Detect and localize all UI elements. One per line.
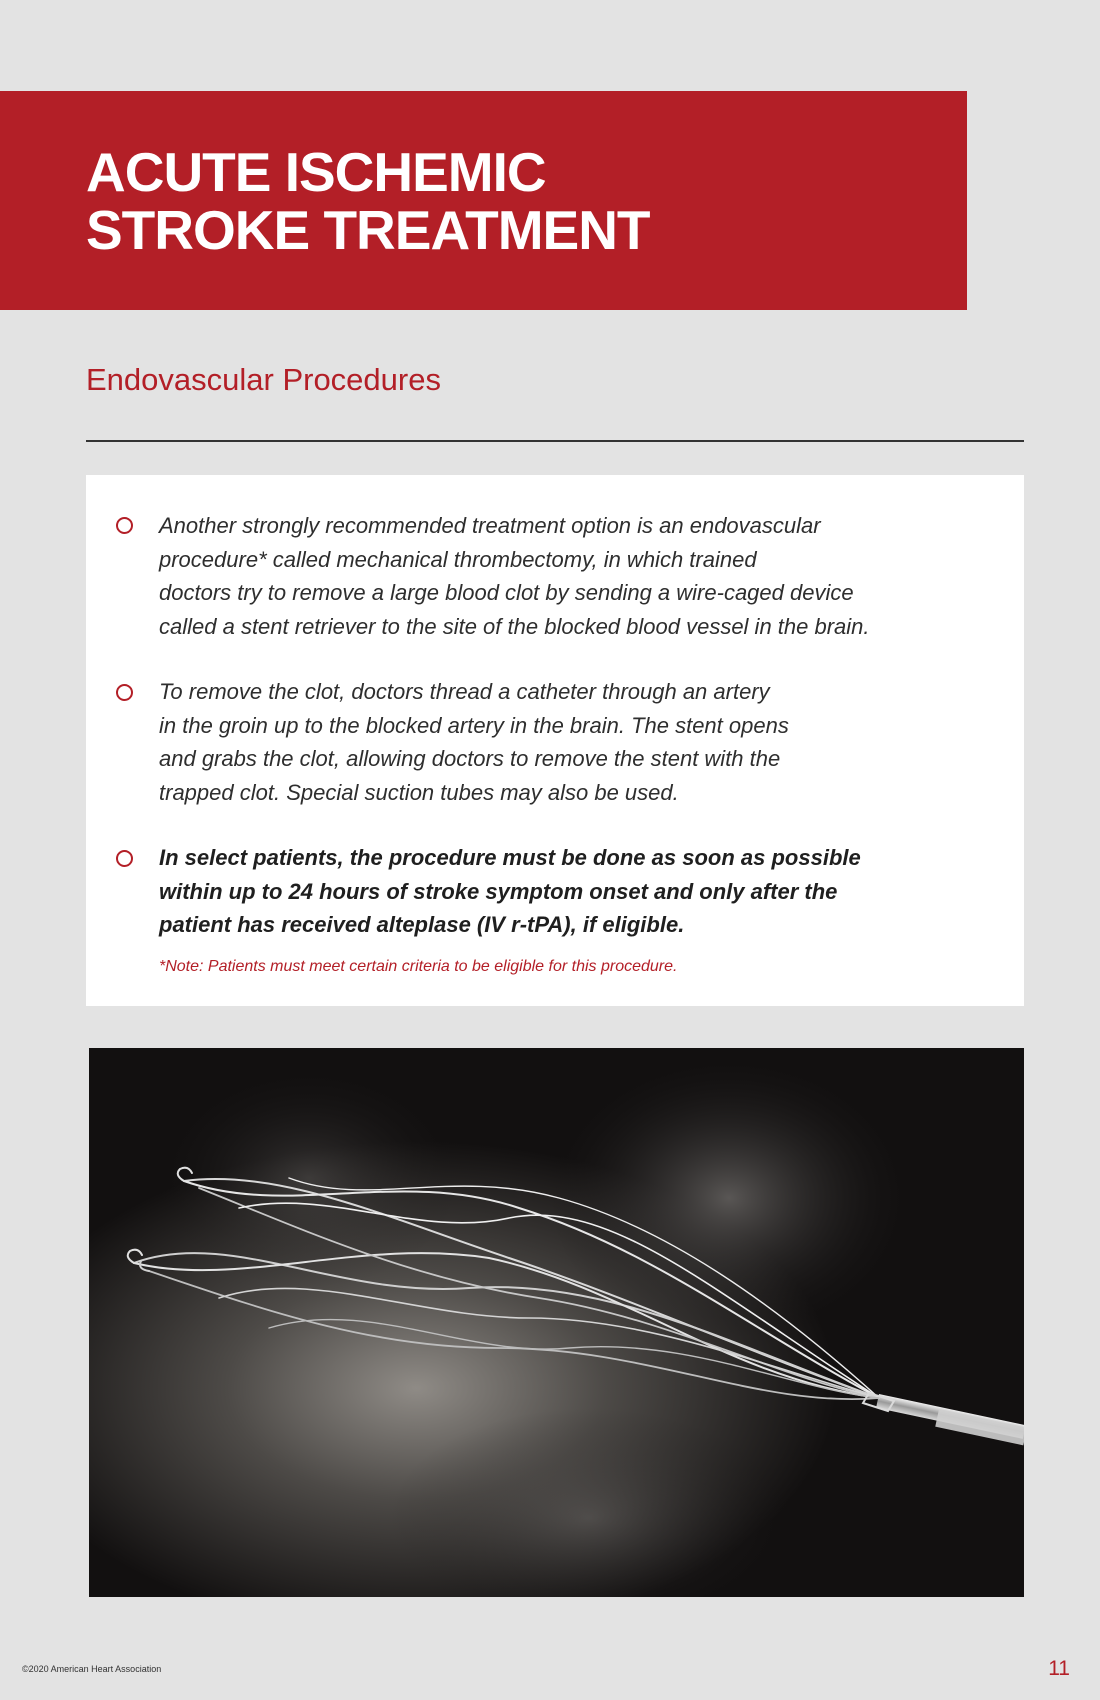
- paragraph-line: procedure* called mechanical thrombectomy, in which trained: [159, 546, 757, 572]
- page-title-line-2: STROKE TREATMENT: [86, 199, 650, 261]
- paragraph-line: and grabs the clot, allowing doctors to remove the stent with the: [159, 746, 781, 771]
- footnote: *Note: Patients must meet certain criteria to be eligible for this procedure.: [159, 958, 678, 975]
- paragraph-line: In select patients, the procedure must be done as soon as possible: [159, 845, 861, 870]
- section-divider: [86, 440, 1024, 442]
- paragraph-line: To remove the clot, doctors thread a catheter through an artery: [159, 679, 770, 704]
- page-title-line-1: ACUTE ISCHEMIC: [86, 141, 546, 203]
- page-number: 11: [1048, 1657, 1070, 1680]
- paragraph-line: Another strongly recommended treatment option is an endovascular: [159, 513, 821, 538]
- paragraph-line: trapped clot. Special suction tubes may also be used.: [159, 779, 679, 805]
- bullet-paragraph-3: [159, 841, 979, 942]
- bullet-circle-icon: [116, 850, 133, 867]
- paragraph-line: doctors try to remove a large blood clot by sending a wire-caged device: [159, 580, 854, 605]
- paragraph-line: patient has received alteplase (IV r-tPA), if eligible.: [159, 912, 685, 937]
- stent-retriever-photo: [89, 1048, 1024, 1597]
- copyright-notice: ©2020 American Heart Association: [22, 1664, 162, 1674]
- stent-retriever-image: [89, 1048, 1024, 1597]
- bullet-circle-icon: [116, 517, 133, 534]
- paragraph-line: in the groin up to the blocked artery in the brain. The stent opens: [159, 712, 789, 738]
- bullet-paragraph-2: [159, 675, 979, 809]
- section-heading: Endovascular Procedures: [86, 362, 441, 397]
- paragraph-line: called a stent retriever to the site of the blocked blood vessel in the brain.: [159, 613, 870, 639]
- bullet-circle-icon: [116, 684, 133, 701]
- paragraph-line: within up to 24 hours of stroke symptom onset and only after the: [159, 878, 838, 904]
- bullet-paragraph-1: [159, 509, 979, 643]
